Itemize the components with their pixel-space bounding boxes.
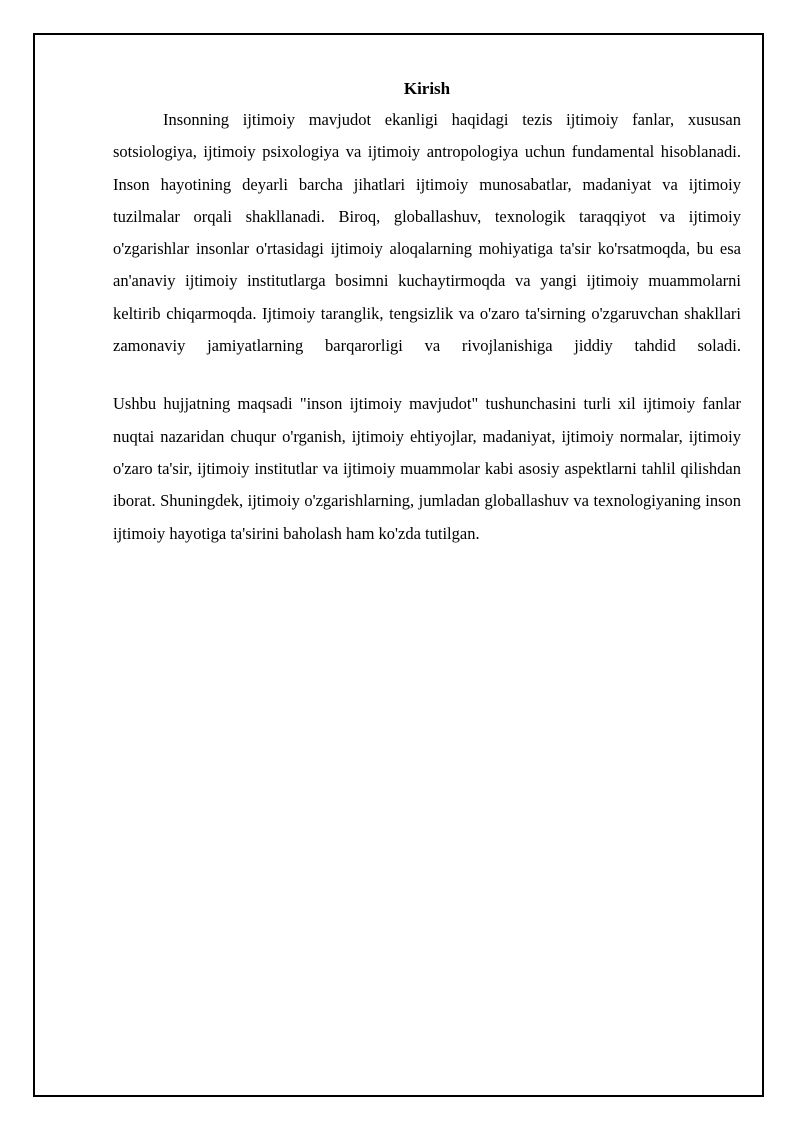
document-title: Kirish [403,79,451,98]
intro-paragraph-2: Ushbu hujjatning maqsadi "inson ijtimoiy mavjudot" tushunchasini turli xil ijtimoiy fanlar nuqtai nazaridan chuqur o'rganish, ijtimoiy ehtiyojlar, madaniyat, ijtimoiy normalar, ijtimoiy o'zaro ta'sir, ijtimoiy institutlar va ijtimoiy muammolar kabi asosiy aspektlarni tahlil qilishdan iborat. Shuningdek, ijtimoiy o'zgarishlarning, jumladan globallashuv va texnologiyaning inson ijtimoiy hayotiga ta'sirini baholash ham ko'zda tutilgan. [113,394,741,543]
intro-paragraph-1: Insonning ijtimoiy mavjudot ekanligi haqidagi tezis ijtimoiy fanlar, xususan sotsiologiya, ijtimoiy psixologiya va ijtimoiy antropologiya uchun fundamental hisoblanadi. Inson hayotining deyarli barcha jihatlari ijtimoiy munosabatlar, madaniyat va ijtimoiy tuzilmalar orqali shakllanadi. Biroq, globallashuv, texnologik taraqqiyot va ijtimoiy o'zgarishlar insonlar o'rtasidagi ijtimoiy aloqalarning mohiyatiga ta'sir ko'rsatmoqda, bu esa an'anaviy ijtimoiy institutlarga bosimni kuchaytirmoqda va yangi ijtimoiy muammolarni keltirib chiqarmoqda. Ijtimoiy taranglik, tengsizlik va o'zaro ta'sirning o'zgaruvchan shakllari zamonaviy jamiyatlarning barqarorligi va rivojlanishiga jiddiy tahdid soladi. [113,110,741,356]
document-body [113,78,741,550]
paragraph-spacer [113,362,741,388]
